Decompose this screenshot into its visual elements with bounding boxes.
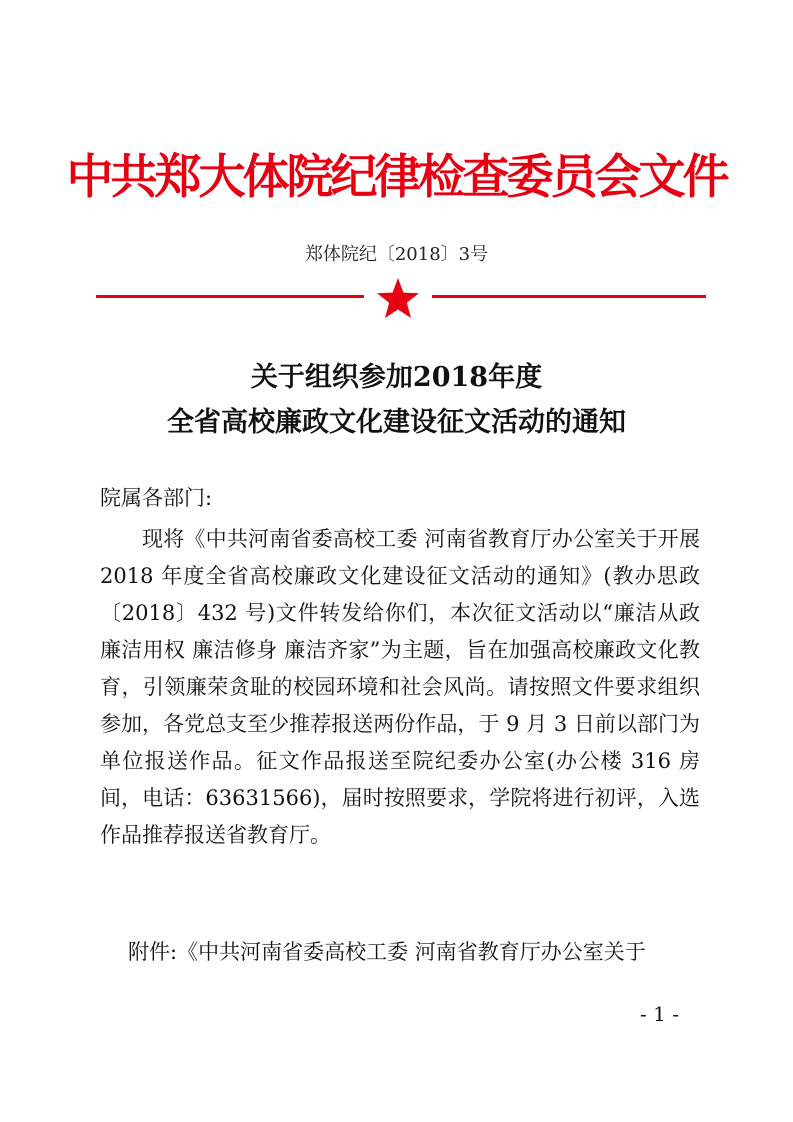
red-divider-right [432,295,706,298]
red-star-icon [375,278,421,318]
recipient: 院属各部门: [100,486,213,510]
red-divider-left [96,295,364,298]
document-header-title: 中共郑大体院纪律检查委员会文件 [66,150,727,205]
body-paragraph: 现将《中共河南省委高校工委 河南省教育厅办公室关于开展 2018 年度全省高校廉政文化建设征文活动的通知》(教办思政〔2018〕432 号)文件转发给你们，本次征文活动以“廉洁从政 廉洁用权 廉洁修身 廉洁齐家”为主题，旨在加强高校廉政文化教育，引领廉荣贪耻的校园环境和社会风尚。请按照文件要求组织参加，各党总支至少推荐报送两份作品，于 9 月 3 日前以部门为单位报送作品。征文作品报送至院纪委办公室(办公楼 316 房间，电话：63631566)，届时按照要求，学院将进行初评，入选作品推荐报送省教育厅。 [100,527,700,847]
document-number: 郑体院纪〔2018〕3号 [304,244,489,265]
page-number: - 1 - [640,1002,679,1026]
attachment-line: 附件:《中共河南省委高校工委 河南省教育厅办公室关于 [128,940,646,964]
notice-title-line-1: 关于组织参加2018年度 [250,362,543,393]
notice-title-line-2: 全省高校廉政文化建设征文活动的通知 [167,407,626,438]
